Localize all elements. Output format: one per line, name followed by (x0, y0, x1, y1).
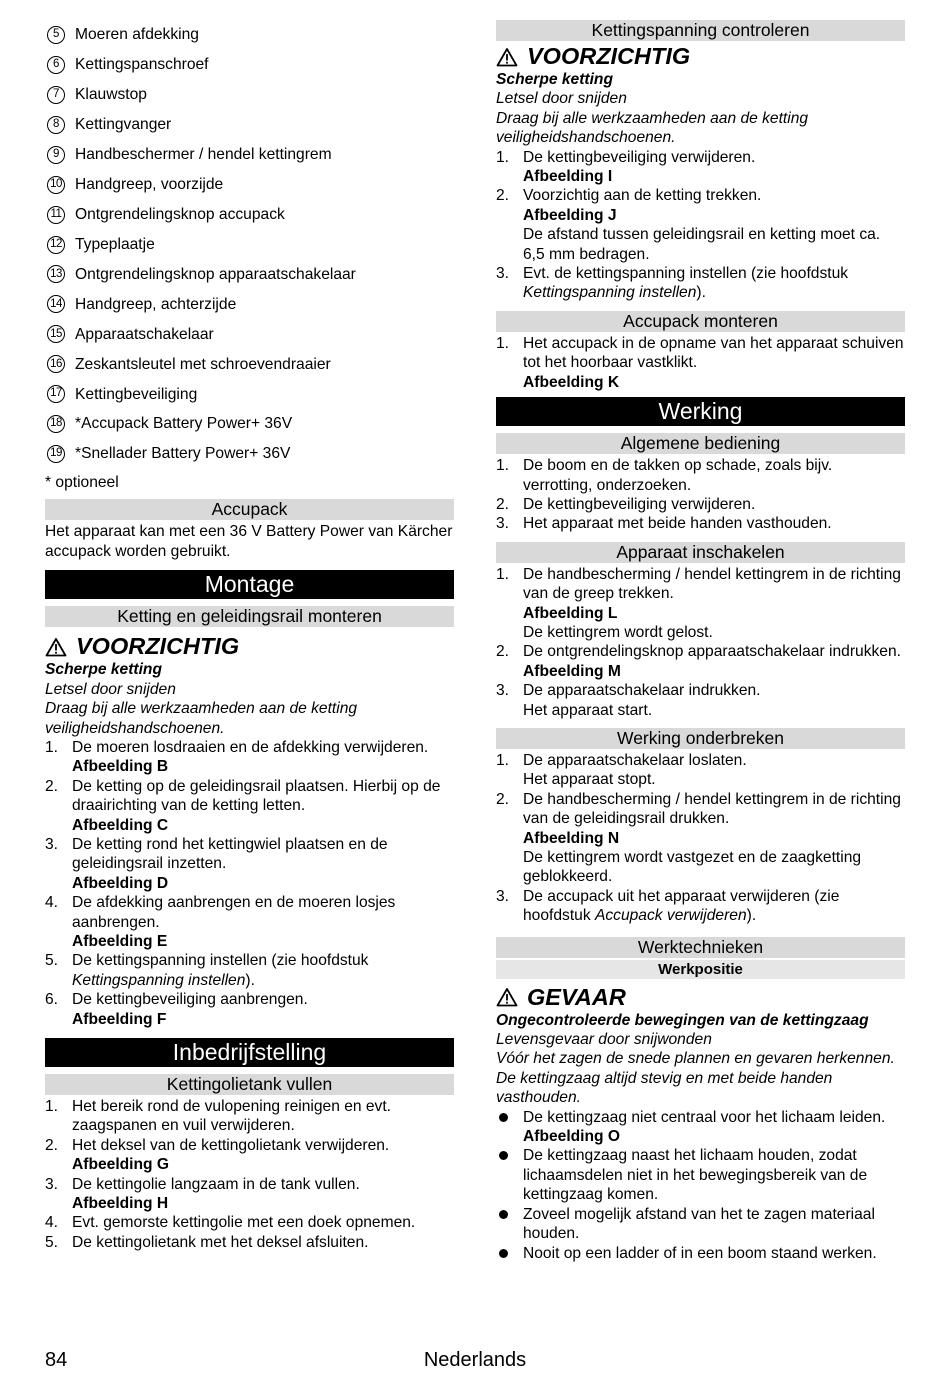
step-number: 2. (496, 187, 510, 205)
step-body (72, 835, 454, 893)
component-item (45, 80, 454, 110)
step-item (496, 642, 905, 681)
step-item (496, 264, 905, 303)
step-text-main: De boom en de takken op schade, zoals bijv. verrotting, onderzoeken. (523, 457, 833, 494)
step-item (496, 790, 905, 887)
component-number: 17 (47, 385, 65, 403)
step-number: 6. (45, 991, 59, 1009)
step-item (45, 951, 454, 990)
onderbreken-steps (496, 751, 905, 926)
step-text (72, 1098, 391, 1134)
component-number: 15 (47, 325, 65, 343)
warning-triangle-icon (45, 637, 67, 657)
step-text (72, 894, 395, 930)
step-text-end: ). (245, 971, 255, 989)
component-number: 18 (47, 415, 65, 433)
accupack-text: Het apparaat kan met een 36 V Battery Power van Kärcher accupack worden gebruikt. (45, 523, 453, 560)
step-text (523, 457, 832, 493)
step-item (496, 751, 905, 790)
step-item (45, 990, 454, 1029)
step-item (496, 186, 905, 264)
component-number: 7 (47, 86, 65, 104)
component-number: 8 (47, 116, 65, 134)
optional-note: * optioneel (45, 474, 119, 492)
step-body (72, 1136, 454, 1175)
step-item (45, 1213, 454, 1232)
step-item (45, 893, 454, 951)
step-text-main: De handbescherming / hendel kettingrem in de richting van de greep trekken. (523, 565, 901, 603)
footer-language: Nederlands (423, 1349, 527, 1371)
component-item (45, 409, 454, 439)
component-item (45, 170, 454, 200)
component-list (45, 20, 454, 469)
component-label: Handgreep, achterzijde (75, 295, 237, 313)
step-text-main: De moeren losdraaien en de afdekking verwijderen. (72, 738, 429, 756)
kettingspanning-warning-line: Letsel door snijden (496, 90, 627, 108)
step-number: 4. (45, 1214, 59, 1232)
step-item (45, 1175, 454, 1214)
component-item (45, 110, 454, 140)
bullet-body (523, 1205, 905, 1244)
step-body (523, 565, 905, 643)
kettingspanning-steps (496, 148, 905, 303)
step-body (523, 751, 905, 790)
warning-title-text: VOORZICHTIG (76, 633, 240, 660)
step-text (523, 187, 761, 204)
step-text (523, 496, 755, 513)
bullet-body (523, 1244, 905, 1263)
step-body (72, 777, 454, 835)
component-number: 19 (47, 445, 65, 463)
component-item (45, 289, 454, 319)
step-item (45, 738, 454, 777)
bullet-dot-icon (499, 1151, 508, 1160)
step-text-main: De ontgrendelingsknop apparaatschakelaar indrukken. (523, 643, 901, 661)
page-number: 84 (45, 1349, 68, 1371)
gevaar-warning-line: Levensgevaar door snijwonden (496, 1031, 712, 1049)
step-number: 1. (496, 751, 510, 769)
step-body (523, 514, 905, 533)
bullet-marker (496, 1205, 523, 1244)
component-item (45, 140, 454, 170)
bullet-marker (496, 1146, 523, 1204)
step-number: 2. (45, 1136, 59, 1154)
step-text (523, 566, 901, 602)
step-text-main: De handbescherming / hendel kettingrem in de richting van de geleidingsrail drukken. (523, 790, 901, 828)
step-text-main: Het accupack in de opname van het apparaat schuiven tot het hoorbaar vastklikt. (523, 334, 904, 372)
step-text (72, 1234, 368, 1251)
step-text (523, 752, 747, 769)
component-number: 6 (47, 56, 65, 74)
component-label: *Accupack Battery Power+ 36V (75, 415, 293, 433)
step-number: 1. (496, 457, 510, 475)
step-item (45, 777, 454, 835)
step-body (72, 1213, 454, 1232)
werktechnieken-heading: Werktechnieken (496, 937, 905, 958)
montage-warning-line: Letsel door snijden (45, 680, 176, 698)
gevaar-warning-title (496, 984, 905, 1011)
step-text (523, 265, 848, 301)
step-text-main: Het bereik rond de vulopening reinigen en evt. zaagspanen en vuil verwijderen. (72, 1098, 392, 1135)
figure-reference: Afbeelding O (523, 1128, 621, 1146)
step-number: 3. (496, 265, 510, 283)
bullet-item (496, 1108, 905, 1147)
step-number: 3. (45, 1175, 59, 1193)
accupack-monteren-steps (496, 334, 905, 392)
gevaar-warning-subtitle: Ongecontroleerde bewegingen van de kettingzaag (496, 1011, 869, 1029)
component-item (45, 230, 454, 260)
step-number: 3. (45, 835, 59, 853)
step-item (45, 1097, 454, 1136)
step-text (523, 791, 901, 827)
component-label: Ontgrendelingsknop accupack (75, 205, 285, 223)
step-text-main: De ketting rond het kettingwiel plaatsen en de geleidingsrail inzetten. (72, 835, 388, 873)
component-item (45, 379, 454, 409)
werkpositie-heading: Werkpositie (496, 960, 905, 979)
step-text-main: De ketting op de geleidingsrail plaatsen. Hierbij op de draairichting van de ketting letten. (72, 777, 441, 815)
figure-reference: Afbeelding I (523, 168, 613, 186)
right-column (496, 20, 905, 1266)
kettingspanning-warning-line: Draag bij alle werkzaamheden aan de ketting veiligheidshandschoenen. (496, 109, 809, 147)
step-number: 2. (45, 777, 59, 795)
montage-heading: Montage (45, 570, 454, 599)
step-text-main: Het apparaat met beide handen vasthouden. (523, 515, 832, 533)
step-number: 3. (496, 515, 510, 533)
montage-steps (45, 738, 454, 1029)
step-text (523, 149, 755, 166)
component-item (45, 260, 454, 290)
component-label: Kettingvanger (75, 116, 172, 134)
figure-reference: Afbeelding G (72, 1156, 170, 1174)
step-number: 1. (45, 738, 59, 756)
step-body (523, 186, 905, 264)
step-text-end: ). (746, 907, 757, 925)
inbedrijfstelling-steps (45, 1097, 454, 1252)
component-label: Moeren afdekking (75, 26, 199, 44)
step-text-main: Het deksel van de kettingolietank verwijderen. (72, 1136, 390, 1154)
figure-reference: Afbeelding E (72, 932, 168, 950)
step-number: 1. (45, 1098, 59, 1115)
step-item (45, 1233, 454, 1252)
chapter-reference: Kettingspanning instellen (523, 284, 697, 302)
montage-warning-subtitle: Scherpe ketting (45, 661, 162, 679)
step-item (496, 456, 905, 495)
step-result: Het apparaat start. (523, 701, 653, 719)
step-text-main: De kettingolietank met het deksel afsluiten. (72, 1233, 369, 1251)
figure-reference: Afbeelding F (72, 1010, 167, 1028)
warning-title-text: GEVAAR (527, 983, 626, 1010)
algemene-bediening-steps (496, 456, 905, 534)
component-number: 10 (47, 176, 65, 194)
algemene-bediening-heading: Algemene bediening (496, 433, 905, 454)
kettingspanning-warning-title (496, 43, 905, 70)
warning-title-text: VOORZICHTIG (527, 43, 691, 69)
inbedrijfstelling-heading: Inbedrijfstelling (45, 1038, 454, 1067)
component-label: Kettingspanschroef (75, 56, 209, 74)
bullet-text: Zoveel mogelijk afstand van het te zagen materiaal houden. (523, 1205, 875, 1243)
step-body (72, 738, 454, 777)
step-body (72, 1233, 454, 1252)
step-number: 1. (496, 148, 510, 166)
step-text-main: De afdekking aanbrengen en de moeren losjes aanbrengen. (72, 894, 396, 931)
step-text-end: ). (696, 284, 706, 302)
bullet-body (523, 1146, 905, 1204)
step-body (523, 495, 905, 514)
step-text (72, 1137, 389, 1154)
bullet-dot-icon (499, 1113, 508, 1122)
step-text-main: De kettingbeveiliging verwijderen. (523, 495, 756, 513)
bullet-dot-icon (499, 1210, 508, 1219)
bullet-item (496, 1244, 905, 1263)
bullet-text: De kettingzaag naast het lichaam houden, zodat lichaamsdelen niet in het bewegingsbereik van de kettingzaag komen. (523, 1147, 868, 1204)
step-number: 5. (45, 1233, 59, 1251)
step-text (72, 836, 388, 872)
step-text-main: De apparaatschakelaar loslaten. (523, 751, 747, 769)
figure-reference: Afbeelding H (72, 1195, 169, 1213)
component-item (45, 319, 454, 349)
step-number: 3. (496, 682, 510, 700)
warning-triangle-icon (496, 47, 518, 67)
werkpositie-bullets (496, 1108, 905, 1263)
step-text-main: Voorzichtig aan de ketting trekken. (523, 187, 762, 205)
bullet-marker (496, 1244, 523, 1263)
component-label: Typeplaatje (75, 235, 155, 253)
bullet-text: Nooit op een ladder of in een boom staand werken. (523, 1244, 877, 1262)
figure-reference: Afbeelding N (523, 829, 620, 847)
montage-subheading: Ketting en geleidingsrail monteren (45, 606, 454, 627)
component-number: 11 (47, 206, 65, 224)
step-text-main: De apparaatschakelaar indrukken. (523, 682, 761, 700)
step-body (72, 990, 454, 1029)
step-number: 2. (496, 790, 510, 808)
bullet-dot-icon (499, 1249, 508, 1258)
inbedrijfstelling-subheading: Kettingolietank vullen (45, 1074, 454, 1095)
step-text (523, 888, 839, 924)
step-text-main: De kettingspanning instellen (zie hoofdstuk (72, 952, 369, 970)
bullet-body (523, 1108, 905, 1147)
step-body (523, 456, 905, 495)
step-body (523, 681, 905, 720)
figure-reference: Afbeelding J (523, 206, 617, 224)
step-body (523, 264, 905, 303)
montage-warning-line: Draag bij alle werkzaamheden aan de ketting veiligheidshandschoenen. (45, 700, 358, 737)
chapter-reference: Accupack verwijderen (594, 907, 747, 925)
figure-reference: Afbeelding K (523, 373, 620, 391)
kettingspanning-warning-subtitle: Scherpe ketting (496, 71, 613, 88)
step-text (72, 1176, 360, 1193)
step-number: 2. (496, 643, 510, 661)
kettingspanning-heading: Kettingspanning controleren (496, 20, 905, 41)
component-number: 13 (47, 265, 65, 283)
bullet-item (496, 1205, 905, 1244)
onderbreken-heading: Werking onderbreken (496, 728, 905, 749)
step-text (72, 1214, 415, 1231)
step-text (523, 682, 761, 699)
component-item (45, 349, 454, 379)
step-text-main: De accupack uit het apparaat verwijderen (zie hoofdstuk (523, 887, 840, 925)
step-item (496, 334, 905, 392)
component-label: Ontgrendelingsknop apparaatschakelaar (75, 265, 356, 283)
component-label: Kettingbeveiliging (75, 385, 198, 403)
step-body (72, 893, 454, 951)
step-text (72, 739, 428, 756)
component-item (45, 20, 454, 50)
figure-reference: Afbeelding B (72, 758, 169, 776)
step-item (45, 835, 454, 893)
component-number: 14 (47, 295, 65, 313)
warning-triangle-icon (496, 987, 518, 1007)
figure-reference: Afbeelding L (523, 604, 618, 622)
step-item (496, 887, 905, 926)
werking-heading: Werking (496, 397, 905, 426)
step-item (45, 1136, 454, 1175)
step-text-main: De kettingolie langzaam in de tank vullen. (72, 1175, 360, 1193)
step-number: 2. (496, 495, 510, 513)
step-body (523, 148, 905, 187)
chapter-reference: Kettingspanning instellen (72, 971, 246, 989)
step-body (72, 1175, 454, 1214)
step-body (72, 1097, 454, 1136)
step-text (523, 515, 832, 532)
component-number: 9 (47, 146, 65, 164)
montage-warning-title (45, 633, 454, 660)
step-body (523, 334, 905, 392)
step-text (523, 643, 901, 660)
step-item (496, 565, 905, 643)
step-result: De kettingrem wordt gelost. (523, 623, 713, 641)
component-number: 12 (47, 236, 65, 254)
accupack-monteren-heading: Accupack monteren (496, 311, 905, 332)
step-result: Het apparaat stopt. (523, 771, 656, 789)
step-body (72, 951, 454, 990)
step-text-main: Evt. de kettingspanning instellen (zie hoofdstuk (523, 265, 849, 283)
component-number: 5 (47, 26, 65, 44)
step-text (72, 991, 308, 1008)
inschakelen-heading: Apparaat inschakelen (496, 542, 905, 563)
step-item (496, 148, 905, 187)
step-text (72, 952, 368, 988)
component-label: *Snellader Battery Power+ 36V (75, 445, 291, 463)
component-item (45, 439, 454, 469)
step-result: De kettingrem wordt vastgezet en de zaagketting geblokkeerd. (523, 849, 862, 886)
component-label: Zeskantsleutel met schroevendraaier (75, 355, 331, 373)
step-body (523, 887, 905, 926)
step-text-main: De kettingbeveiliging aanbrengen. (72, 991, 308, 1009)
step-text-main: De kettingbeveiliging verwijderen. (523, 148, 756, 166)
component-item (45, 200, 454, 230)
step-number: 4. (45, 894, 59, 912)
left-column (45, 20, 454, 1255)
step-number: 1. (496, 565, 510, 583)
bullet-item (496, 1146, 905, 1204)
inschakelen-steps (496, 565, 905, 720)
gevaar-warning-line: De kettingzaag altijd stevig en met beide handen vasthouden. (496, 1069, 833, 1107)
step-text-main: Evt. gemorste kettingolie met een doek opnemen. (72, 1214, 416, 1232)
component-label: Handgreep, voorzijde (75, 175, 224, 193)
accupack-heading: Accupack (45, 499, 454, 520)
figure-reference: Afbeelding D (72, 874, 169, 892)
step-body (523, 642, 905, 681)
component-label: Apparaatschakelaar (75, 325, 214, 343)
step-number: 1. (496, 334, 510, 352)
step-number: 3. (496, 887, 510, 905)
step-number: 5. (45, 952, 59, 970)
component-label: Klauwstop (75, 86, 147, 104)
step-item (496, 495, 905, 514)
bullet-marker (496, 1108, 523, 1147)
step-result: De afstand tussen geleidingsrail en ketting moet ca. 6,5 mm bedragen. (523, 226, 881, 263)
step-text (523, 335, 904, 371)
component-number: 16 (47, 355, 65, 373)
step-body (523, 790, 905, 887)
component-label: Handbeschermer / hendel kettingrem (75, 146, 332, 164)
step-text (72, 778, 440, 814)
gevaar-warning-line: Vóór het zagen de snede plannen en gevaren herkennen. (496, 1050, 895, 1068)
figure-reference: Afbeelding C (72, 816, 169, 834)
step-item (496, 681, 905, 720)
component-item (45, 50, 454, 80)
figure-reference: Afbeelding M (523, 662, 621, 680)
step-item (496, 514, 905, 533)
bullet-text: De kettingzaag niet centraal voor het lichaam leiden. (523, 1108, 886, 1126)
